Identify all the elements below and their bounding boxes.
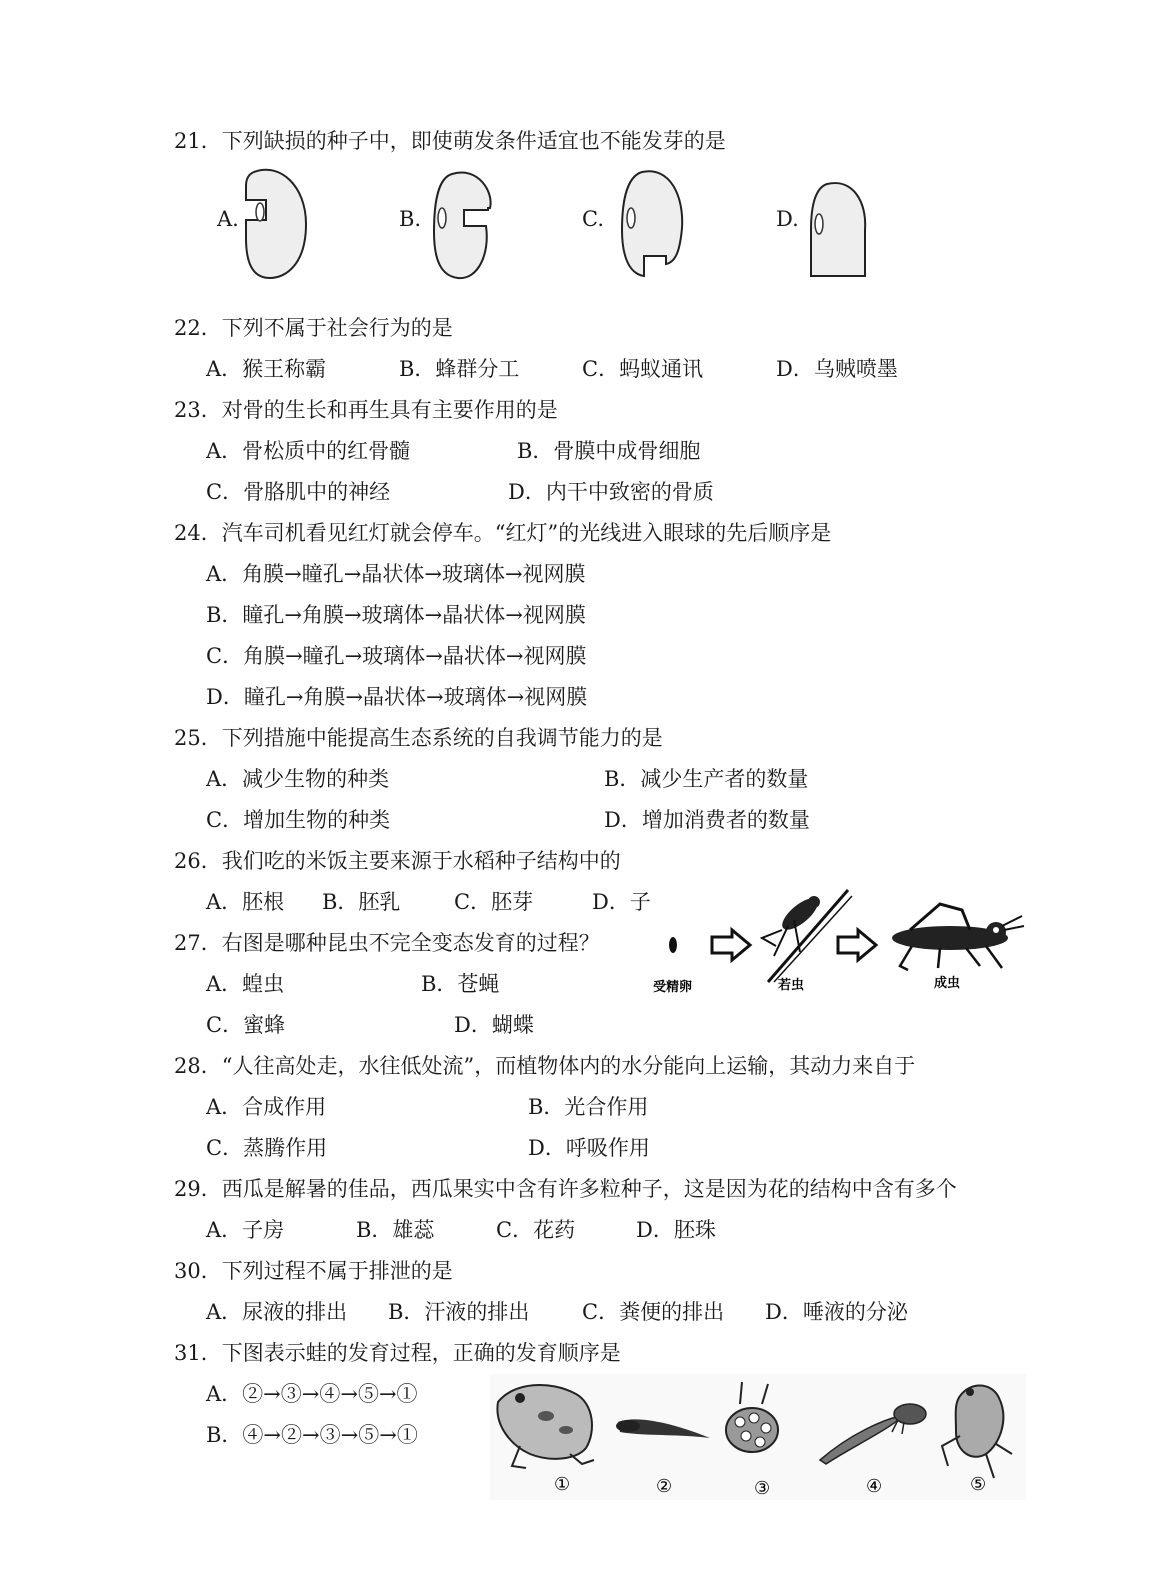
figure-label-egg: 受精卵 <box>653 980 693 995</box>
q30-option-d: D．唾液的分泌 <box>765 1300 908 1324</box>
q24-stem: 24．汽车司机看见红灯就会停车。“红灯”的光线进入眼球的先后顺序是 <box>174 521 832 545</box>
arrow-icon <box>712 930 750 960</box>
q27-option-a: A．蝗虫 <box>206 972 285 996</box>
q29-option-d: D．胚珠 <box>636 1218 716 1242</box>
arrow-icon <box>838 930 876 960</box>
frog-development-figure <box>490 1374 1026 1500</box>
q31-option-a: A．②→③→④→⑤→① <box>206 1382 418 1406</box>
q29-option-b: B．雄蕊 <box>356 1218 435 1242</box>
q22-option-c: C．蚂蚁通讯 <box>582 357 704 381</box>
q29-option-a: A．子房 <box>206 1218 285 1242</box>
q26-option-b: B．胚乳 <box>322 890 401 914</box>
q29-option-c: C．花药 <box>496 1218 576 1242</box>
q21-option-a: A. <box>217 207 239 231</box>
q22-option-d: D．乌贼喷墨 <box>776 357 898 381</box>
seed-figure-d <box>805 180 871 280</box>
q24-option-a: A．角膜→瞳孔→晶状体→玻璃体→视网膜 <box>206 562 586 586</box>
egg-icon <box>669 937 677 953</box>
q23-stem: 23．对骨的生长和再生具有主要作用的是 <box>174 398 558 422</box>
q25-option-a: A．减少生物的种类 <box>206 767 390 791</box>
q30-option-b: B．汗液的排出 <box>388 1300 530 1324</box>
q24-option-d: D．瞳孔→角膜→晶状体→玻璃体→视网膜 <box>206 685 588 709</box>
q30-stem: 30．下列过程不属于排泄的是 <box>174 1259 453 1283</box>
q27-option-c: C．蜜蜂 <box>206 1013 286 1037</box>
q30-option-c: C．粪便的排出 <box>582 1300 725 1324</box>
grasshopper-development-figure <box>650 886 1030 996</box>
q26-option-d: D．子 <box>592 890 651 914</box>
q21-option-d: D. <box>776 207 799 231</box>
q21-option-c: C. <box>582 207 604 231</box>
q23-option-b: B．骨膜中成骨细胞 <box>517 439 701 463</box>
figure-label-5: ⑤ <box>970 1474 987 1495</box>
q25-stem: 25．下列措施中能提高生态系统的自我调节能力的是 <box>174 726 663 750</box>
q27-option-d: D．蝴蝶 <box>454 1013 534 1037</box>
q23-option-d: D．内干中致密的骨质 <box>508 480 714 504</box>
q23-option-a: A．骨松质中的红骨髓 <box>206 439 411 463</box>
adult-grasshopper-icon <box>892 904 1024 970</box>
q28-stem: 28．“人往高处走，水往低处流”，而植物体内的水分能向上运输，其动力来自于 <box>174 1054 916 1078</box>
q28-option-c: C．蒸腾作用 <box>206 1136 328 1160</box>
q28-option-a: A．合成作用 <box>206 1095 327 1119</box>
q31-stem: 31．下图表示蛙的发育过程，正确的发育顺序是 <box>174 1341 621 1365</box>
q25-option-d: D．增加消费者的数量 <box>604 808 810 832</box>
figure-label-3: ③ <box>754 1478 771 1499</box>
figure-label-adult: 成虫 <box>934 976 961 991</box>
figure-label-1: ① <box>554 1474 571 1495</box>
q28-option-b: B．光合作用 <box>528 1095 649 1119</box>
q25-option-c: C．增加生物的种类 <box>206 808 391 832</box>
q23-option-c: C．骨胳肌中的神经 <box>206 480 391 504</box>
figure-label-2: ② <box>656 1476 673 1497</box>
q31-option-b: B．④→②→③→⑤→① <box>206 1423 418 1447</box>
seed-figure-a <box>240 166 312 282</box>
q26-option-c: C．胚芽 <box>454 890 534 914</box>
q25-option-b: B．减少生产者的数量 <box>604 767 809 791</box>
q26-option-a: A．胚根 <box>206 890 285 914</box>
q24-option-b: B．瞳孔→角膜→玻璃体→晶状体→视网膜 <box>206 603 586 627</box>
figure-label-nymph: 若虫 <box>778 978 805 993</box>
q27-option-b: B．苍蝇 <box>421 972 500 996</box>
figure-label-4: ④ <box>866 1476 883 1497</box>
q29-stem: 29．西瓜是解暑的佳品，西瓜果实中含有许多粒种子，这是因为花的结构中含有多个 <box>174 1177 957 1201</box>
q21-option-b: B. <box>399 207 422 231</box>
q22-stem: 22．下列不属于社会行为的是 <box>174 316 453 340</box>
q22-option-a: A．猴王称霸 <box>206 357 327 381</box>
q21-stem: 21．下列缺损的种子中，即使萌发条件适宜也不能发芽的是 <box>174 129 726 153</box>
q22-option-b: B．蜂群分工 <box>399 357 520 381</box>
q28-option-d: D．呼吸作用 <box>528 1136 650 1160</box>
q30-option-a: A．尿液的排出 <box>206 1300 348 1324</box>
seed-figure-b <box>430 168 502 284</box>
q24-option-c: C．角膜→瞳孔→玻璃体→晶状体→视网膜 <box>206 644 587 668</box>
q26-stem: 26．我们吃的米饭主要来源于水稻种子结构中的 <box>174 849 621 873</box>
seed-figure-c <box>618 168 690 284</box>
q27-stem: 27．右图是哪种昆虫不完全变态发育的过程？ <box>174 931 600 955</box>
